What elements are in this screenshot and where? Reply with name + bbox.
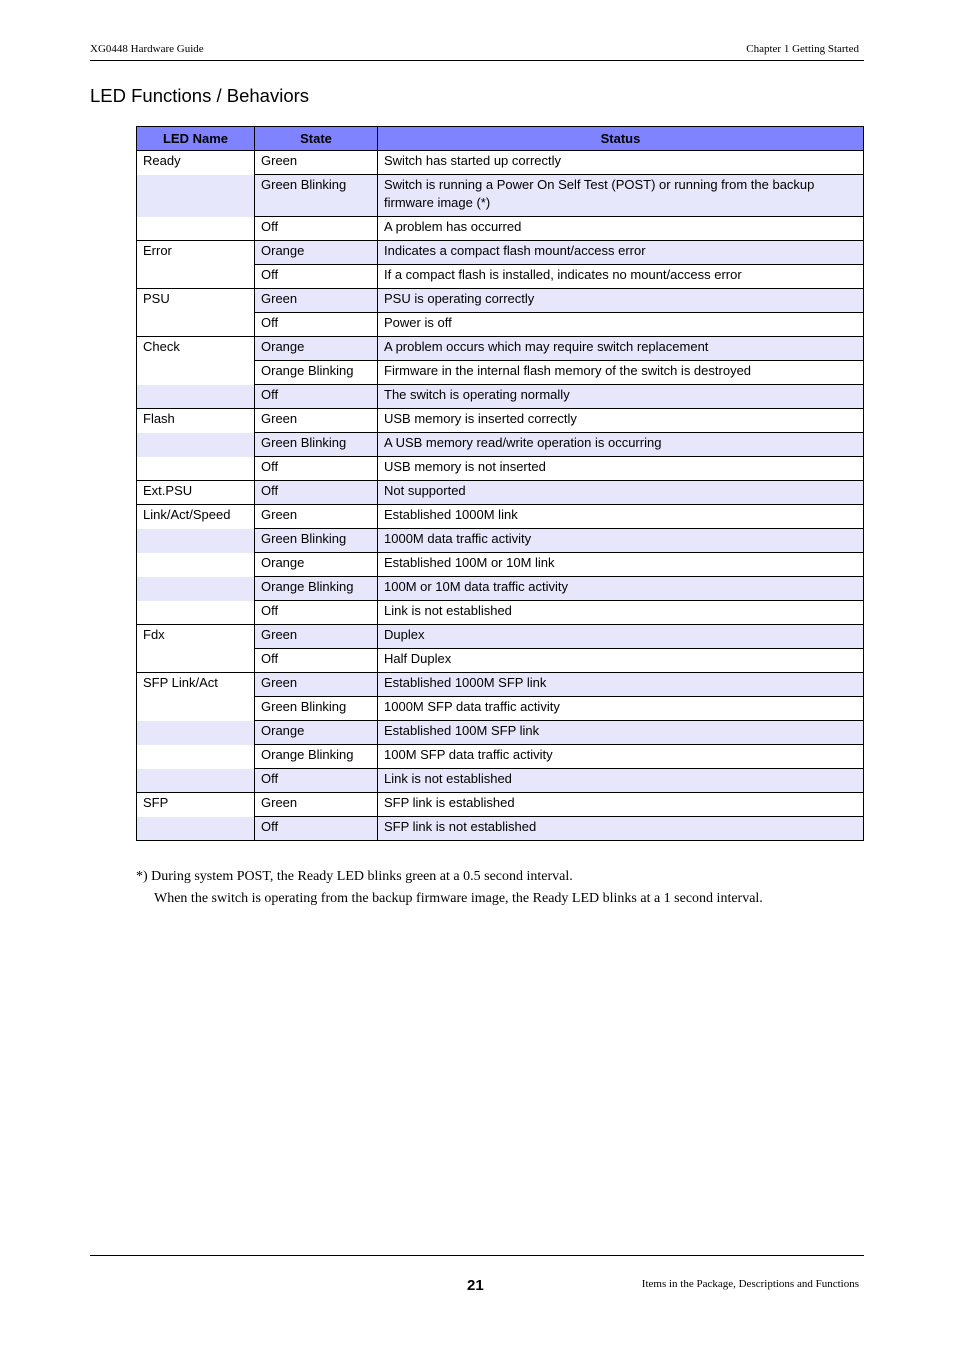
status-cell: 100M or 10M data traffic activity bbox=[378, 577, 864, 601]
state-cell: Off bbox=[255, 769, 378, 793]
footnote-line-1: *) During system POST, the Ready LED blinks green at a 0.5 second interval. bbox=[136, 869, 573, 884]
state-cell: Green Blinking bbox=[255, 697, 378, 721]
table-row bbox=[137, 793, 864, 817]
state-cell: Green bbox=[255, 793, 378, 817]
page-number: 21 bbox=[467, 1277, 484, 1294]
table-row bbox=[137, 769, 864, 793]
status-cell: If a compact flash is installed, indicates no mount/access error bbox=[378, 265, 864, 289]
status-cell: 100M SFP data traffic activity bbox=[378, 745, 864, 769]
status-cell: Established 1000M link bbox=[378, 505, 864, 529]
table-row bbox=[137, 289, 864, 313]
table-row bbox=[137, 553, 864, 577]
footer-section: Items in the Package, Descriptions and Functions bbox=[641, 1278, 859, 1290]
state-cell: Orange bbox=[255, 721, 378, 745]
table-row bbox=[137, 385, 864, 409]
state-cell: Off bbox=[255, 217, 378, 241]
status-cell: PSU is operating correctly bbox=[378, 289, 864, 313]
led-name-cell bbox=[137, 697, 255, 721]
status-cell: SFP link is established bbox=[378, 793, 864, 817]
led-name-cell bbox=[137, 217, 255, 241]
status-cell: Established 1000M SFP link bbox=[378, 673, 864, 697]
table-row bbox=[137, 265, 864, 289]
state-cell: Off bbox=[255, 457, 378, 481]
state-cell: Green bbox=[255, 625, 378, 649]
led-name-cell: SFP Link/Act bbox=[137, 673, 255, 697]
led-name-cell: Ready bbox=[137, 151, 255, 175]
table-row bbox=[137, 337, 864, 361]
state-cell: Orange Blinking bbox=[255, 577, 378, 601]
table-row bbox=[137, 361, 864, 385]
state-cell: Green Blinking bbox=[255, 529, 378, 553]
state-cell: Off bbox=[255, 601, 378, 625]
status-cell: Duplex bbox=[378, 625, 864, 649]
status-cell: 1000M data traffic activity bbox=[378, 529, 864, 553]
status-cell: A problem occurs which may require switch replacement bbox=[378, 337, 864, 361]
led-table-body bbox=[137, 151, 864, 841]
led-name-cell: Error bbox=[137, 241, 255, 265]
led-name-cell bbox=[137, 433, 255, 457]
led-name-cell bbox=[137, 817, 255, 841]
status-cell: Link is not established bbox=[378, 769, 864, 793]
led-name-cell: Link/Act/Speed bbox=[137, 505, 255, 529]
status-cell: Not supported bbox=[378, 481, 864, 505]
state-cell: Orange Blinking bbox=[255, 745, 378, 769]
led-name-cell bbox=[137, 577, 255, 601]
table-row bbox=[137, 151, 864, 175]
table-row bbox=[137, 601, 864, 625]
status-cell: Switch has started up correctly bbox=[378, 151, 864, 175]
header-doc-title: XG0448 Hardware Guide bbox=[90, 43, 204, 55]
table-row bbox=[137, 673, 864, 697]
led-name-cell bbox=[137, 175, 255, 217]
led-name-cell bbox=[137, 385, 255, 409]
table-row bbox=[137, 577, 864, 601]
footnote bbox=[136, 866, 856, 910]
led-name-cell bbox=[137, 745, 255, 769]
footnote-line-2: When the switch is operating from the backup firmware image, the Ready LED blinks at a 1 second interval. bbox=[154, 891, 763, 906]
status-cell: Half Duplex bbox=[378, 649, 864, 673]
table-row bbox=[137, 745, 864, 769]
state-cell: Off bbox=[255, 385, 378, 409]
state-cell: Green Blinking bbox=[255, 433, 378, 457]
led-name-cell bbox=[137, 529, 255, 553]
state-cell: Orange Blinking bbox=[255, 361, 378, 385]
status-cell: USB memory is not inserted bbox=[378, 457, 864, 481]
status-cell: A problem has occurred bbox=[378, 217, 864, 241]
status-cell: Indicates a compact flash mount/access error bbox=[378, 241, 864, 265]
led-name-cell: PSU bbox=[137, 289, 255, 313]
led-name-cell: Flash bbox=[137, 409, 255, 433]
table-row bbox=[137, 817, 864, 841]
led-name-cell bbox=[137, 265, 255, 289]
state-cell: Orange bbox=[255, 553, 378, 577]
state-cell: Green Blinking bbox=[255, 175, 378, 217]
state-cell: Green bbox=[255, 673, 378, 697]
status-cell: USB memory is inserted correctly bbox=[378, 409, 864, 433]
section-title: LED Functions / Behaviors bbox=[90, 85, 310, 106]
header-led-name: LED Name bbox=[137, 127, 255, 151]
table-row bbox=[137, 649, 864, 673]
header-state: State bbox=[255, 127, 378, 151]
status-cell: Established 100M SFP link bbox=[378, 721, 864, 745]
status-cell: Firmware in the internal flash memory of the switch is destroyed bbox=[378, 361, 864, 385]
header-status: Status bbox=[378, 127, 864, 151]
state-cell: Green bbox=[255, 289, 378, 313]
state-cell: Off bbox=[255, 649, 378, 673]
led-name-cell bbox=[137, 313, 255, 337]
table-row bbox=[137, 175, 864, 217]
led-name-cell bbox=[137, 457, 255, 481]
footer-rule bbox=[90, 1255, 864, 1256]
state-cell: Orange bbox=[255, 241, 378, 265]
led-name-cell bbox=[137, 721, 255, 745]
status-cell: Link is not established bbox=[378, 601, 864, 625]
led-name-cell: SFP bbox=[137, 793, 255, 817]
state-cell: Off bbox=[255, 265, 378, 289]
table-row bbox=[137, 505, 864, 529]
table-row bbox=[137, 625, 864, 649]
state-cell: Green bbox=[255, 409, 378, 433]
table-row bbox=[137, 697, 864, 721]
status-cell: 1000M SFP data traffic activity bbox=[378, 697, 864, 721]
status-cell: Power is off bbox=[378, 313, 864, 337]
table-row bbox=[137, 313, 864, 337]
state-cell: Green bbox=[255, 151, 378, 175]
table-row bbox=[137, 529, 864, 553]
state-cell: Off bbox=[255, 481, 378, 505]
led-name-cell bbox=[137, 769, 255, 793]
led-name-cell bbox=[137, 361, 255, 385]
status-cell: Switch is running a Power On Self Test (POST) or running from the backup firmware image (*) bbox=[378, 175, 864, 217]
table-row bbox=[137, 433, 864, 457]
status-cell: SFP link is not established bbox=[378, 817, 864, 841]
led-name-cell bbox=[137, 649, 255, 673]
led-name-cell: Check bbox=[137, 337, 255, 361]
page-header bbox=[90, 41, 864, 61]
table-row bbox=[137, 457, 864, 481]
led-name-cell bbox=[137, 601, 255, 625]
led-name-cell: Fdx bbox=[137, 625, 255, 649]
led-table bbox=[136, 126, 864, 841]
table-row bbox=[137, 481, 864, 505]
header-chapter: Chapter 1 Getting Started bbox=[746, 43, 859, 55]
status-cell: A USB memory read/write operation is occurring bbox=[378, 433, 864, 457]
led-name-cell: Ext.PSU bbox=[137, 481, 255, 505]
table-row bbox=[137, 217, 864, 241]
table-row bbox=[137, 721, 864, 745]
table-header-row bbox=[137, 127, 864, 151]
state-cell: Orange bbox=[255, 337, 378, 361]
table-row bbox=[137, 409, 864, 433]
state-cell: Off bbox=[255, 313, 378, 337]
state-cell: Green bbox=[255, 505, 378, 529]
status-cell: The switch is operating normally bbox=[378, 385, 864, 409]
led-name-cell bbox=[137, 553, 255, 577]
table-row bbox=[137, 241, 864, 265]
status-cell: Established 100M or 10M link bbox=[378, 553, 864, 577]
state-cell: Off bbox=[255, 817, 378, 841]
